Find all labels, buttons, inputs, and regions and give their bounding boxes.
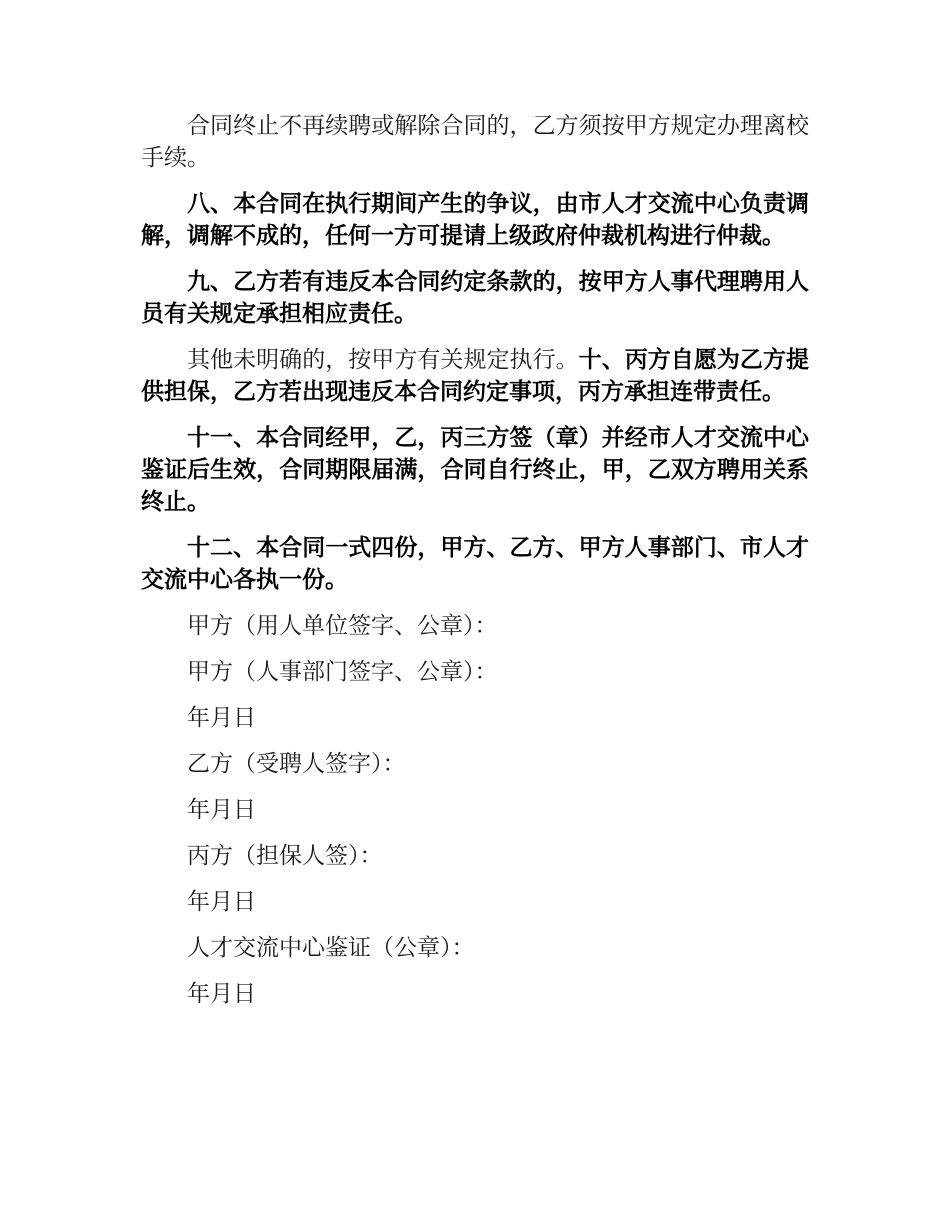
signature-block	[141, 610, 809, 1010]
signature-talent-center: 人才交流中心鉴证（公章）：	[187, 935, 475, 961]
paragraph-leave-procedure: 合同终止不再续聘或解除合同的，乙方须按甲方规定办理离校手续。	[141, 113, 809, 171]
paragraph-other-matters: 其他未明确的，按甲方有关规定执行。	[187, 347, 579, 373]
date-line: 年月日	[187, 705, 256, 731]
date-line: 年月日	[187, 981, 256, 1007]
date-line: 年月日	[187, 797, 256, 823]
clause-9-violation: 九、乙方若有违反本合同约定条款的，按甲方人事代理聘用人员有关规定承担相应责任。	[141, 268, 809, 327]
document-page	[141, 110, 809, 1024]
signature-party-c: 丙方（担保人签）：	[187, 843, 383, 869]
clause-11-effect: 十一、本合同经甲，乙，丙三方签（章）并经市人才交流中心鉴证后生效，合同期限届满，合同自行终止，甲，乙双方聘用关系终止。	[141, 424, 809, 515]
signature-party-a-employer: 甲方（用人单位签字、公章）：	[187, 613, 498, 639]
signature-party-a-hr: 甲方（人事部门签字、公章）：	[187, 659, 498, 685]
clause-12-copies: 十二、本合同一式四份，甲方、乙方、甲方人事部门、市人才交流中心各执一份。	[141, 534, 809, 593]
date-line: 年月日	[187, 889, 256, 915]
signature-party-b: 乙方（受聘人签字）：	[187, 751, 406, 777]
clause-8-dispute: 八、本合同在执行期间产生的争议，由市人才交流中心负责调解，调解不成的，任何一方可提请上级政府仲裁机构进行仲裁。	[141, 190, 809, 249]
clause-10-guarantee-text: 十、丙方自愿为乙方提供担保，乙方若出现违反本合同约定事项，丙方承担连带责任。	[141, 346, 810, 405]
clause-10-guarantee	[141, 344, 809, 408]
